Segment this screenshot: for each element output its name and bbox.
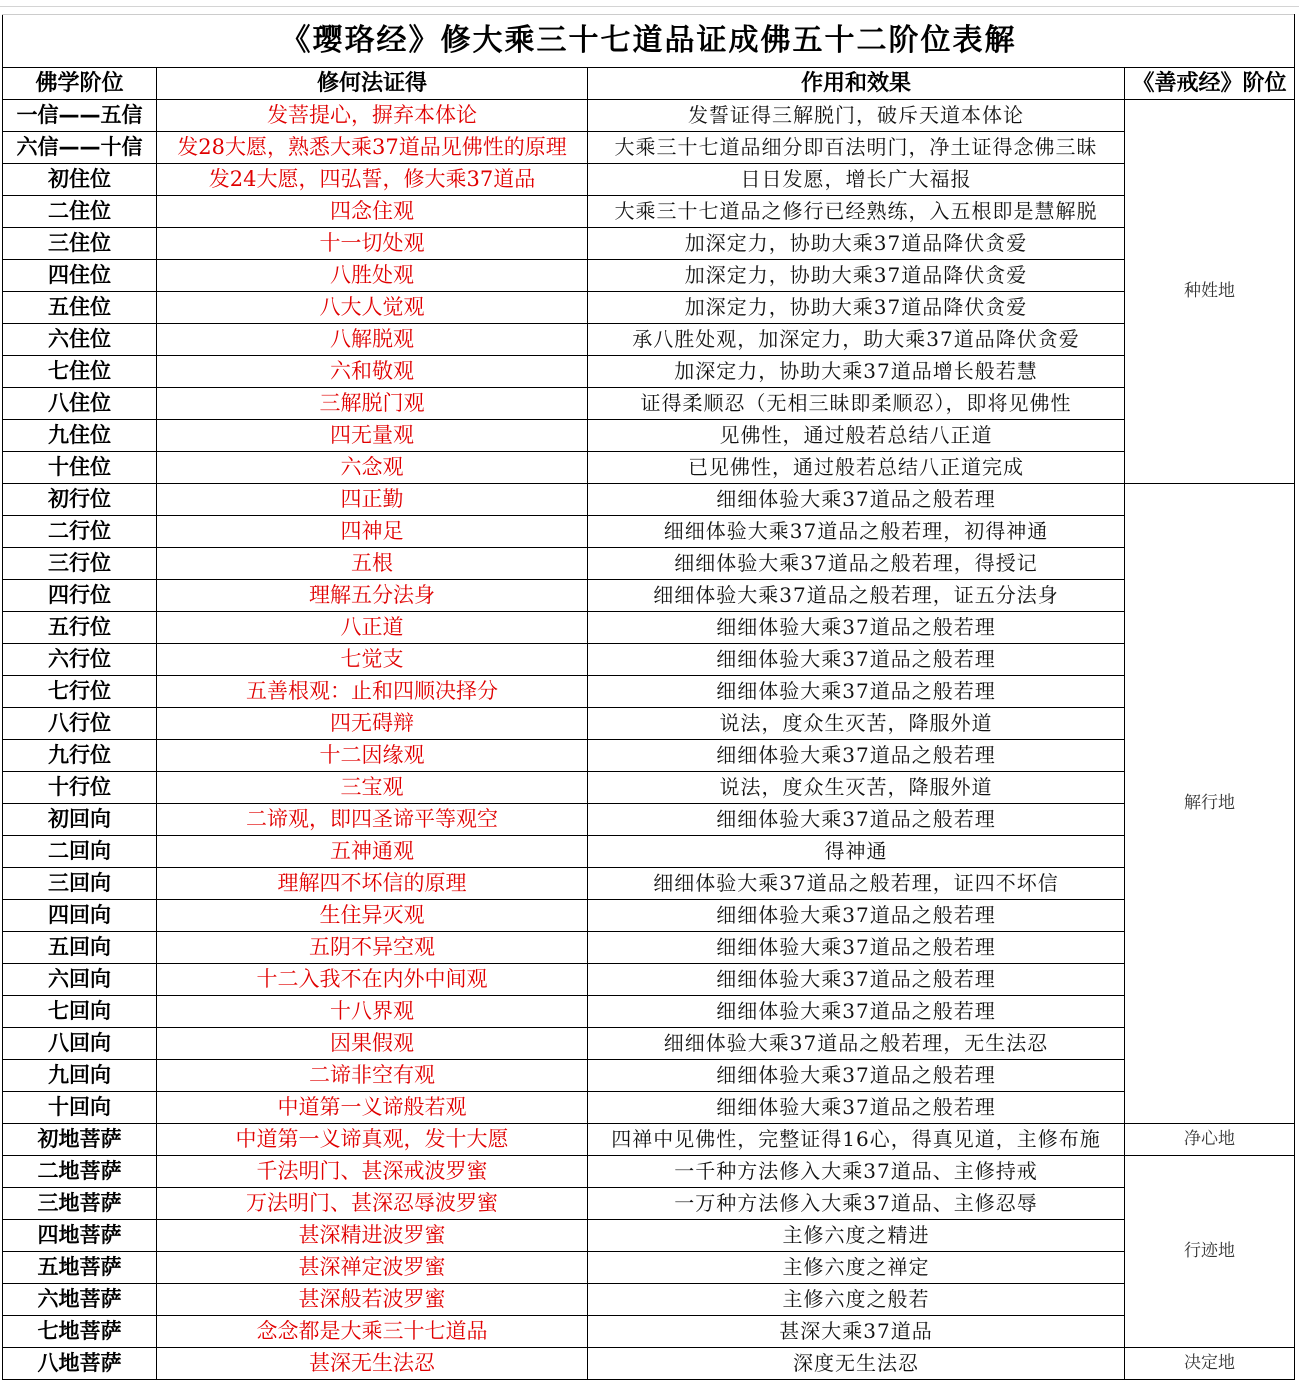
table-row [3,804,1295,836]
table-row [3,516,1295,548]
effect-cell[interactable]: 发誓证得三解脱门，破斥天道本体论 [588,100,1125,132]
method-cell[interactable]: 生住异灭观 [157,900,588,932]
effect-cell[interactable]: 细细体验大乘37道品之般若理 [588,900,1125,932]
effect-cell[interactable]: 深度无生法忍 [588,1348,1125,1380]
stage-cell[interactable]: 九住位 [3,420,157,452]
stage-cell[interactable]: 五回向 [3,932,157,964]
method-cell[interactable]: 十八界观 [157,996,588,1028]
method-cell[interactable]: 发28大愿，熟悉大乘37道品见佛性的原理 [157,132,588,164]
effect-cell[interactable]: 加深定力，协助大乘37道品增长般若慧 [588,356,1125,388]
stage-cell[interactable]: 初回向 [3,804,157,836]
effect-cell[interactable]: 细细体验大乘37道品之般若理 [588,1092,1125,1124]
stage-cell[interactable]: 初住位 [3,164,157,196]
effect-cell[interactable]: 细细体验大乘37道品之般若理，证四不坏信 [588,868,1125,900]
effect-cell[interactable]: 已见佛性，通过般若总结八正道完成 [588,452,1125,484]
stage-cell[interactable]: 一信——五信 [3,100,157,132]
method-cell[interactable]: 甚深禅定波罗蜜 [157,1252,588,1284]
effect-cell[interactable]: 加深定力，协助大乘37道品降伏贪爱 [588,228,1125,260]
method-cell[interactable]: 十二因缘观 [157,740,588,772]
effect-cell[interactable]: 加深定力，协助大乘37道品降伏贪爱 [588,292,1125,324]
table-row [3,196,1295,228]
method-cell[interactable]: 二谛非空有观 [157,1060,588,1092]
method-cell[interactable]: 八正道 [157,612,588,644]
table-row [3,484,1295,516]
stage-cell[interactable]: 三地菩萨 [3,1188,157,1220]
method-cell[interactable]: 甚深般若波罗蜜 [157,1284,588,1316]
effect-cell[interactable]: 甚深大乘37道品 [588,1316,1125,1348]
effect-cell[interactable]: 大乘三十七道品之修行已经熟练，入五根即是慧解脱 [588,196,1125,228]
stage-cell[interactable]: 初行位 [3,484,157,516]
stage-cell[interactable]: 五地菩萨 [3,1252,157,1284]
method-cell[interactable]: 四正勤 [157,484,588,516]
table-row [3,612,1295,644]
method-cell[interactable]: 八大人觉观 [157,292,588,324]
method-cell[interactable]: 八解脱观 [157,324,588,356]
effect-cell[interactable]: 细细体验大乘37道品之般若理 [588,804,1125,836]
effect-cell[interactable]: 一万种方法修入大乘37道品、主修忍辱 [588,1188,1125,1220]
method-cell[interactable]: 八胜处观 [157,260,588,292]
table-row [3,1252,1295,1284]
method-cell[interactable]: 四无碍辩 [157,708,588,740]
effect-cell[interactable]: 细细体验大乘37道品之般若理，初得神通 [588,516,1125,548]
method-cell[interactable]: 中道第一义谛般若观 [157,1092,588,1124]
stage-cell[interactable]: 二行位 [3,516,157,548]
method-cell[interactable]: 理解四不坏信的原理 [157,868,588,900]
method-cell[interactable]: 四神足 [157,516,588,548]
table-row [3,132,1295,164]
method-cell[interactable]: 甚深精进波罗蜜 [157,1220,588,1252]
effect-cell[interactable]: 细细体验大乘37道品之般若理 [588,932,1125,964]
table-row [3,420,1295,452]
stage-table [2,14,1295,1380]
table-row [3,1348,1295,1380]
method-cell[interactable]: 千法明门、甚深戒波罗蜜 [157,1156,588,1188]
method-cell[interactable]: 理解五分法身 [157,580,588,612]
effect-cell[interactable]: 说法，度众生灭苦，降服外道 [588,708,1125,740]
method-cell[interactable]: 十二入我不在内外中间观 [157,964,588,996]
method-cell[interactable]: 万法明门、甚深忍辱波罗蜜 [157,1188,588,1220]
method-cell[interactable]: 因果假观 [157,1028,588,1060]
stage-cell[interactable]: 二地菩萨 [3,1156,157,1188]
method-cell[interactable]: 三宝观 [157,772,588,804]
effect-cell[interactable]: 细细体验大乘37道品之般若理，无生法忍 [588,1028,1125,1060]
method-cell[interactable]: 五阴不异空观 [157,932,588,964]
method-cell[interactable]: 中道第一义谛真观，发十大愿 [157,1124,588,1156]
method-cell[interactable]: 四无量观 [157,420,588,452]
stage-cell[interactable]: 五行位 [3,612,157,644]
effect-cell[interactable]: 细细体验大乘37道品之般若理 [588,1060,1125,1092]
header-effect[interactable]: 作用和效果 [588,68,1125,100]
sutra-stage-cell[interactable]: 解行地 [1125,484,1295,1124]
effect-cell[interactable]: 见佛性，通过般若总结八正道 [588,420,1125,452]
effect-cell[interactable]: 细细体验大乘37道品之般若理 [588,644,1125,676]
stage-cell[interactable]: 七回向 [3,996,157,1028]
stage-cell[interactable]: 八行位 [3,708,157,740]
table-row [3,1220,1295,1252]
method-cell[interactable]: 六念观 [157,452,588,484]
table-row [3,836,1295,868]
stage-cell[interactable]: 八住位 [3,388,157,420]
title-row [3,15,1295,68]
effect-cell[interactable]: 加深定力，协助大乘37道品降伏贪爱 [588,260,1125,292]
stage-cell[interactable]: 四住位 [3,260,157,292]
header-sutra-stage[interactable]: 《善戒经》阶位 [1125,68,1295,100]
effect-cell[interactable]: 大乘三十七道品细分即百法明门，净土证得念佛三昧 [588,132,1125,164]
stage-cell[interactable]: 九回向 [3,1060,157,1092]
stage-cell[interactable]: 六住位 [3,324,157,356]
effect-cell[interactable]: 一千种方法修入大乘37道品、主修持戒 [588,1156,1125,1188]
table-row [3,292,1295,324]
table-row [3,580,1295,612]
effect-cell[interactable]: 承八胜处观，加深定力，助大乘37道品降伏贪爱 [588,324,1125,356]
table-row [3,1156,1295,1188]
table-row [3,260,1295,292]
effect-cell[interactable]: 细细体验大乘37道品之般若理 [588,612,1125,644]
method-cell[interactable]: 五神通观 [157,836,588,868]
sutra-stage-cell[interactable]: 净心地 [1125,1124,1295,1156]
method-cell[interactable]: 十一切处观 [157,228,588,260]
table-row [3,1092,1295,1124]
stage-cell[interactable]: 七地菩萨 [3,1316,157,1348]
table-row [3,548,1295,580]
sutra-stage-cell[interactable]: 行迹地 [1125,1156,1295,1348]
stage-cell[interactable]: 十住位 [3,452,157,484]
stage-cell[interactable]: 三行位 [3,548,157,580]
effect-cell[interactable]: 细细体验大乘37道品之般若理 [588,996,1125,1028]
stage-cell[interactable]: 四地菩萨 [3,1220,157,1252]
table-row [3,1284,1295,1316]
stage-cell[interactable]: 二住位 [3,196,157,228]
table-row [3,1124,1295,1156]
effect-cell[interactable]: 证得柔顺忍（无相三昧即柔顺忍），即将见佛性 [588,388,1125,420]
effect-cell[interactable]: 细细体验大乘37道品之般若理 [588,740,1125,772]
effect-cell[interactable]: 主修六度之禅定 [588,1252,1125,1284]
table-row [3,1060,1295,1092]
table-row [3,932,1295,964]
method-cell[interactable]: 甚深无生法忍 [157,1348,588,1380]
table-row [3,1316,1295,1348]
stage-cell[interactable]: 六行位 [3,644,157,676]
table-row [3,676,1295,708]
sutra-stage-cell[interactable]: 决定地 [1125,1348,1295,1380]
stage-cell[interactable]: 二回向 [3,836,157,868]
effect-cell[interactable]: 日日发愿，增长广大福报 [588,164,1125,196]
stage-cell[interactable]: 三住位 [3,228,157,260]
table-row [3,164,1295,196]
stage-cell[interactable]: 五住位 [3,292,157,324]
method-cell[interactable]: 四念住观 [157,196,588,228]
stage-cell[interactable]: 六回向 [3,964,157,996]
table-row [3,228,1295,260]
table-row [3,1188,1295,1220]
table-row [3,388,1295,420]
effect-cell[interactable]: 细细体验大乘37道品之般若理，证五分法身 [588,580,1125,612]
header-method[interactable]: 修何法证得 [157,68,588,100]
stage-cell[interactable]: 八回向 [3,1028,157,1060]
method-cell[interactable]: 六和敬观 [157,356,588,388]
header-stage[interactable]: 佛学阶位 [3,68,157,100]
table-row [3,868,1295,900]
table-row [3,964,1295,996]
effect-cell[interactable]: 主修六度之精进 [588,1220,1125,1252]
stage-cell[interactable]: 四行位 [3,580,157,612]
stage-cell[interactable]: 三回向 [3,868,157,900]
effect-cell[interactable]: 细细体验大乘37道品之般若理 [588,964,1125,996]
table-row [3,356,1295,388]
table-row [3,452,1295,484]
table-row [3,996,1295,1028]
effect-cell[interactable]: 说法，度众生灭苦，降服外道 [588,772,1125,804]
effect-cell[interactable]: 得神通 [588,836,1125,868]
effect-cell[interactable]: 细细体验大乘37道品之般若理 [588,484,1125,516]
table-row [3,644,1295,676]
method-cell[interactable]: 念念都是大乘三十七道品 [157,1316,588,1348]
method-cell[interactable]: 五善根观：止和四顺决择分 [157,676,588,708]
stage-cell[interactable]: 七住位 [3,356,157,388]
effect-cell[interactable]: 细细体验大乘37道品之般若理，得授记 [588,548,1125,580]
stage-cell[interactable]: 四回向 [3,900,157,932]
method-cell[interactable]: 发24大愿，四弘誓，修大乘37道品 [157,164,588,196]
table-row [3,772,1295,804]
table-row [3,900,1295,932]
page-title[interactable]: 《璎珞经》修大乘三十七道品证成佛五十二阶位表解 [3,15,1295,68]
method-cell[interactable]: 七觉支 [157,644,588,676]
effect-cell[interactable]: 细细体验大乘37道品之般若理 [588,676,1125,708]
stage-cell[interactable]: 八地菩萨 [3,1348,157,1380]
stage-cell[interactable]: 七行位 [3,676,157,708]
sheet-grid-top [0,0,1299,7]
table-row [3,100,1295,132]
method-cell[interactable]: 三解脱门观 [157,388,588,420]
table-row [3,324,1295,356]
stage-cell[interactable]: 九行位 [3,740,157,772]
stage-cell[interactable]: 初地菩萨 [3,1124,157,1156]
effect-cell[interactable]: 四禅中见佛性，完整证得16心，得真见道，主修布施 [588,1124,1125,1156]
sutra-stage-cell[interactable]: 种姓地 [1125,100,1295,484]
stage-cell[interactable]: 六信——十信 [3,132,157,164]
method-cell[interactable]: 发菩提心，摒弃本体论 [157,100,588,132]
method-cell[interactable]: 五根 [157,548,588,580]
stage-cell[interactable]: 十行位 [3,772,157,804]
stage-cell[interactable]: 六地菩萨 [3,1284,157,1316]
table-row [3,708,1295,740]
table-row [3,1028,1295,1060]
method-cell[interactable]: 二谛观，即四圣谛平等观空 [157,804,588,836]
header-row [3,68,1295,100]
effect-cell[interactable]: 主修六度之般若 [588,1284,1125,1316]
stage-cell[interactable]: 十回向 [3,1092,157,1124]
table-row [3,740,1295,772]
